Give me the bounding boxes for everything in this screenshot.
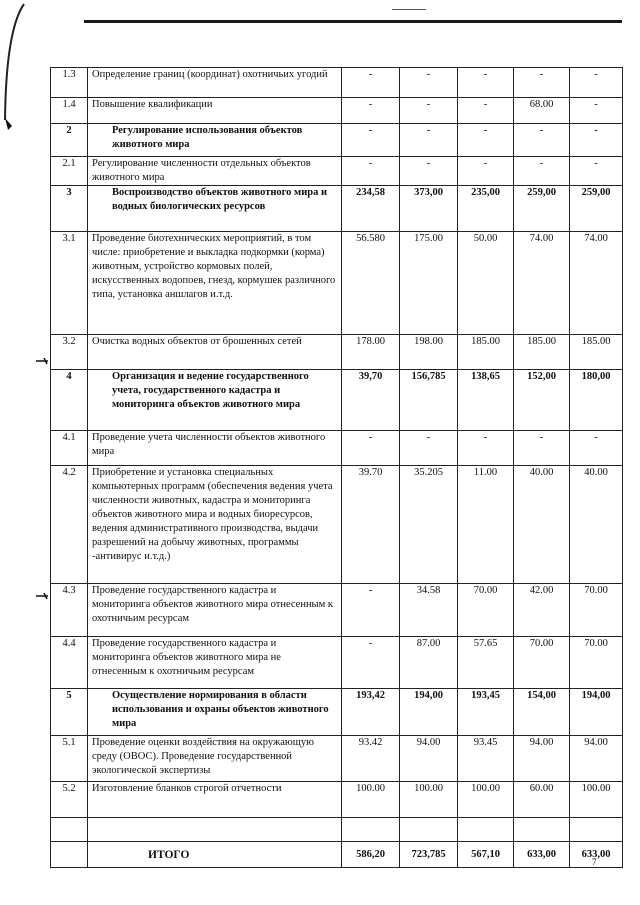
- value-cell: 35.205: [400, 466, 458, 584]
- value-cell: 178.00: [342, 335, 400, 370]
- table-row: [51, 637, 623, 689]
- row-code: 2: [51, 124, 88, 157]
- row-code: 4: [51, 370, 88, 431]
- total-value-cell: 633,00: [514, 842, 570, 868]
- value-cell: -: [514, 68, 570, 98]
- row-code: 4.4: [51, 637, 88, 689]
- value-cell: -: [458, 431, 514, 466]
- value-cell: -: [342, 124, 400, 157]
- binding-edge-mark: [0, 0, 32, 905]
- value-cell: -: [514, 431, 570, 466]
- margin-tick: [36, 358, 50, 366]
- table-row: [51, 584, 623, 637]
- row-code: 5.2: [51, 782, 88, 818]
- value-cell: 68.00: [514, 98, 570, 124]
- row-code: 1.4: [51, 98, 88, 124]
- value-cell: 373,00: [400, 186, 458, 232]
- table-row: [51, 370, 623, 431]
- table-row: [51, 232, 623, 335]
- row-description: Очистка водных объектов от брошенных сетей: [88, 335, 342, 370]
- budget-table: [50, 67, 623, 868]
- row-code: 2.1: [51, 157, 88, 186]
- row-code: 3.1: [51, 232, 88, 335]
- table-row: [51, 736, 623, 782]
- value-cell: 34.58: [400, 584, 458, 637]
- value-cell: 180,00: [570, 370, 623, 431]
- value-cell: 40.00: [570, 466, 623, 584]
- value-cell: 194,00: [570, 689, 623, 736]
- value-cell: -: [342, 98, 400, 124]
- value-cell: -: [570, 68, 623, 98]
- value-cell: 198.00: [400, 335, 458, 370]
- value-cell: 57.65: [458, 637, 514, 689]
- value-cell: 60.00: [514, 782, 570, 818]
- value-cell: -: [342, 431, 400, 466]
- row-code: 5: [51, 689, 88, 736]
- value-cell: 259,00: [514, 186, 570, 232]
- table-row: [51, 689, 623, 736]
- value-cell: 100.00: [570, 782, 623, 818]
- empty-cell: [458, 818, 514, 842]
- empty-cell: [400, 818, 458, 842]
- value-cell: 74.00: [570, 232, 623, 335]
- value-cell: 42.00: [514, 584, 570, 637]
- total-value-cell: 723,785: [400, 842, 458, 868]
- value-cell: 40.00: [514, 466, 570, 584]
- row-description: Определение границ (координат) охотничьих угодий: [88, 68, 342, 98]
- value-cell: 193,42: [342, 689, 400, 736]
- value-cell: 259,00: [570, 186, 623, 232]
- row-description: Осуществление нормирования в области использования и охраны объектов животного мира: [88, 689, 342, 736]
- row-description: Проведение оценки воздействия на окружающую среду (ОВОС). Проведение государственной экологической экспертизы: [88, 736, 342, 782]
- value-cell: -: [342, 637, 400, 689]
- value-cell: 39.70: [342, 466, 400, 584]
- table-row: [51, 68, 623, 98]
- value-cell: 194,00: [400, 689, 458, 736]
- value-cell: -: [570, 157, 623, 186]
- value-cell: 39,70: [342, 370, 400, 431]
- row-description: Приобретение и установка специальных компьютерных программ (обеспечения ведения учета численности животных, кадастра и мониторинга объектов животного мира и водных биоресурсов, ведения административного производства, выдачи разрешений на добычу животных, программы -антивирус и.т.д.): [88, 466, 342, 584]
- empty-cell: [51, 818, 88, 842]
- empty-cell: [51, 842, 88, 868]
- margin-tick: [36, 593, 50, 601]
- value-cell: 94.00: [514, 736, 570, 782]
- value-cell: 94.00: [570, 736, 623, 782]
- empty-cell: [570, 818, 623, 842]
- value-cell: -: [458, 157, 514, 186]
- value-cell: -: [342, 584, 400, 637]
- value-cell: -: [400, 431, 458, 466]
- value-cell: 138,65: [458, 370, 514, 431]
- value-cell: 185.00: [570, 335, 623, 370]
- top-rule: [84, 20, 622, 23]
- total-value-cell: 567,10: [458, 842, 514, 868]
- value-cell: -: [458, 98, 514, 124]
- value-cell: 234,58: [342, 186, 400, 232]
- table-row: [51, 186, 623, 232]
- value-cell: 93.45: [458, 736, 514, 782]
- row-code: 5.1: [51, 736, 88, 782]
- row-code: 3.2: [51, 335, 88, 370]
- value-cell: -: [514, 157, 570, 186]
- value-cell: 70.00: [514, 637, 570, 689]
- row-description: Регулирование использования объектов животного мира: [88, 124, 342, 157]
- row-code: 3: [51, 186, 88, 232]
- value-cell: 235,00: [458, 186, 514, 232]
- row-description: Повышение квалификации: [88, 98, 342, 124]
- value-cell: 185.00: [514, 335, 570, 370]
- empty-cell: [514, 818, 570, 842]
- value-cell: 156,785: [400, 370, 458, 431]
- value-cell: -: [514, 124, 570, 157]
- value-cell: -: [458, 68, 514, 98]
- row-description: Проведение государственного кадастра и мониторинга объектов животного мира отнесенным к охотничьим ресурсам: [88, 584, 342, 637]
- table-row: [51, 124, 623, 157]
- value-cell: 50.00: [458, 232, 514, 335]
- table-row: [51, 157, 623, 186]
- value-cell: 93.42: [342, 736, 400, 782]
- empty-cell: [88, 818, 342, 842]
- row-description: Воспроизводство объектов животного мира и водных биологических ресурсов: [88, 186, 342, 232]
- table-row: [51, 335, 623, 370]
- row-description: Проведение учета численности объектов животного мира: [88, 431, 342, 466]
- total-value-cell: 633,00: [570, 842, 623, 868]
- row-code: 1.3: [51, 68, 88, 98]
- value-cell: 11.00: [458, 466, 514, 584]
- row-code: 4.3: [51, 584, 88, 637]
- total-label: ИТОГО: [88, 842, 342, 868]
- value-cell: -: [570, 431, 623, 466]
- total-row: [51, 842, 623, 868]
- value-cell: 100.00: [400, 782, 458, 818]
- value-cell: -: [400, 157, 458, 186]
- total-value-cell: 586,20: [342, 842, 400, 868]
- empty-cell: [342, 818, 400, 842]
- row-description: Проведение биотехнических мероприятий, в том числе: приобретение и выкладка подкормки (корма) животным, устройство кормовых полей, искусственных водопоев, гнезд, кормушек различного типа, установка аншлагов и.т.д.: [88, 232, 342, 335]
- value-cell: 70.00: [570, 637, 623, 689]
- value-cell: 94.00: [400, 736, 458, 782]
- table-row: [51, 782, 623, 818]
- value-cell: 185.00: [458, 335, 514, 370]
- row-code: 4.1: [51, 431, 88, 466]
- value-cell: -: [570, 124, 623, 157]
- value-cell: -: [570, 98, 623, 124]
- spacer-row: [51, 818, 623, 842]
- value-cell: 87.00: [400, 637, 458, 689]
- table-row: [51, 466, 623, 584]
- table-row: [51, 98, 623, 124]
- scan-mark: [392, 9, 426, 10]
- value-cell: 152,00: [514, 370, 570, 431]
- value-cell: -: [342, 68, 400, 98]
- row-description: Изготовление бланков строгой отчетности: [88, 782, 342, 818]
- value-cell: 154,00: [514, 689, 570, 736]
- value-cell: 74.00: [514, 232, 570, 335]
- table-row: [51, 431, 623, 466]
- value-cell: 70.00: [458, 584, 514, 637]
- value-cell: -: [400, 68, 458, 98]
- row-description: Организация и ведение государственного учета, государственного кадастра и мониторинга объектов животного мира: [88, 370, 342, 431]
- row-description: Регулирование численности отдельных объектов животного мира: [88, 157, 342, 186]
- value-cell: -: [400, 124, 458, 157]
- value-cell: -: [342, 157, 400, 186]
- value-cell: 70.00: [570, 584, 623, 637]
- value-cell: -: [400, 98, 458, 124]
- value-cell: 56.580: [342, 232, 400, 335]
- row-code: 4.2: [51, 466, 88, 584]
- row-description: Проведение государственного кадастра и мониторинга объектов животного мира не отнесенным к охотничьим ресурсам: [88, 637, 342, 689]
- value-cell: 175.00: [400, 232, 458, 335]
- value-cell: 193,45: [458, 689, 514, 736]
- value-cell: -: [458, 124, 514, 157]
- value-cell: 100.00: [342, 782, 400, 818]
- page-number: 7: [592, 857, 597, 867]
- budget-table-body: [51, 68, 623, 868]
- value-cell: 100.00: [458, 782, 514, 818]
